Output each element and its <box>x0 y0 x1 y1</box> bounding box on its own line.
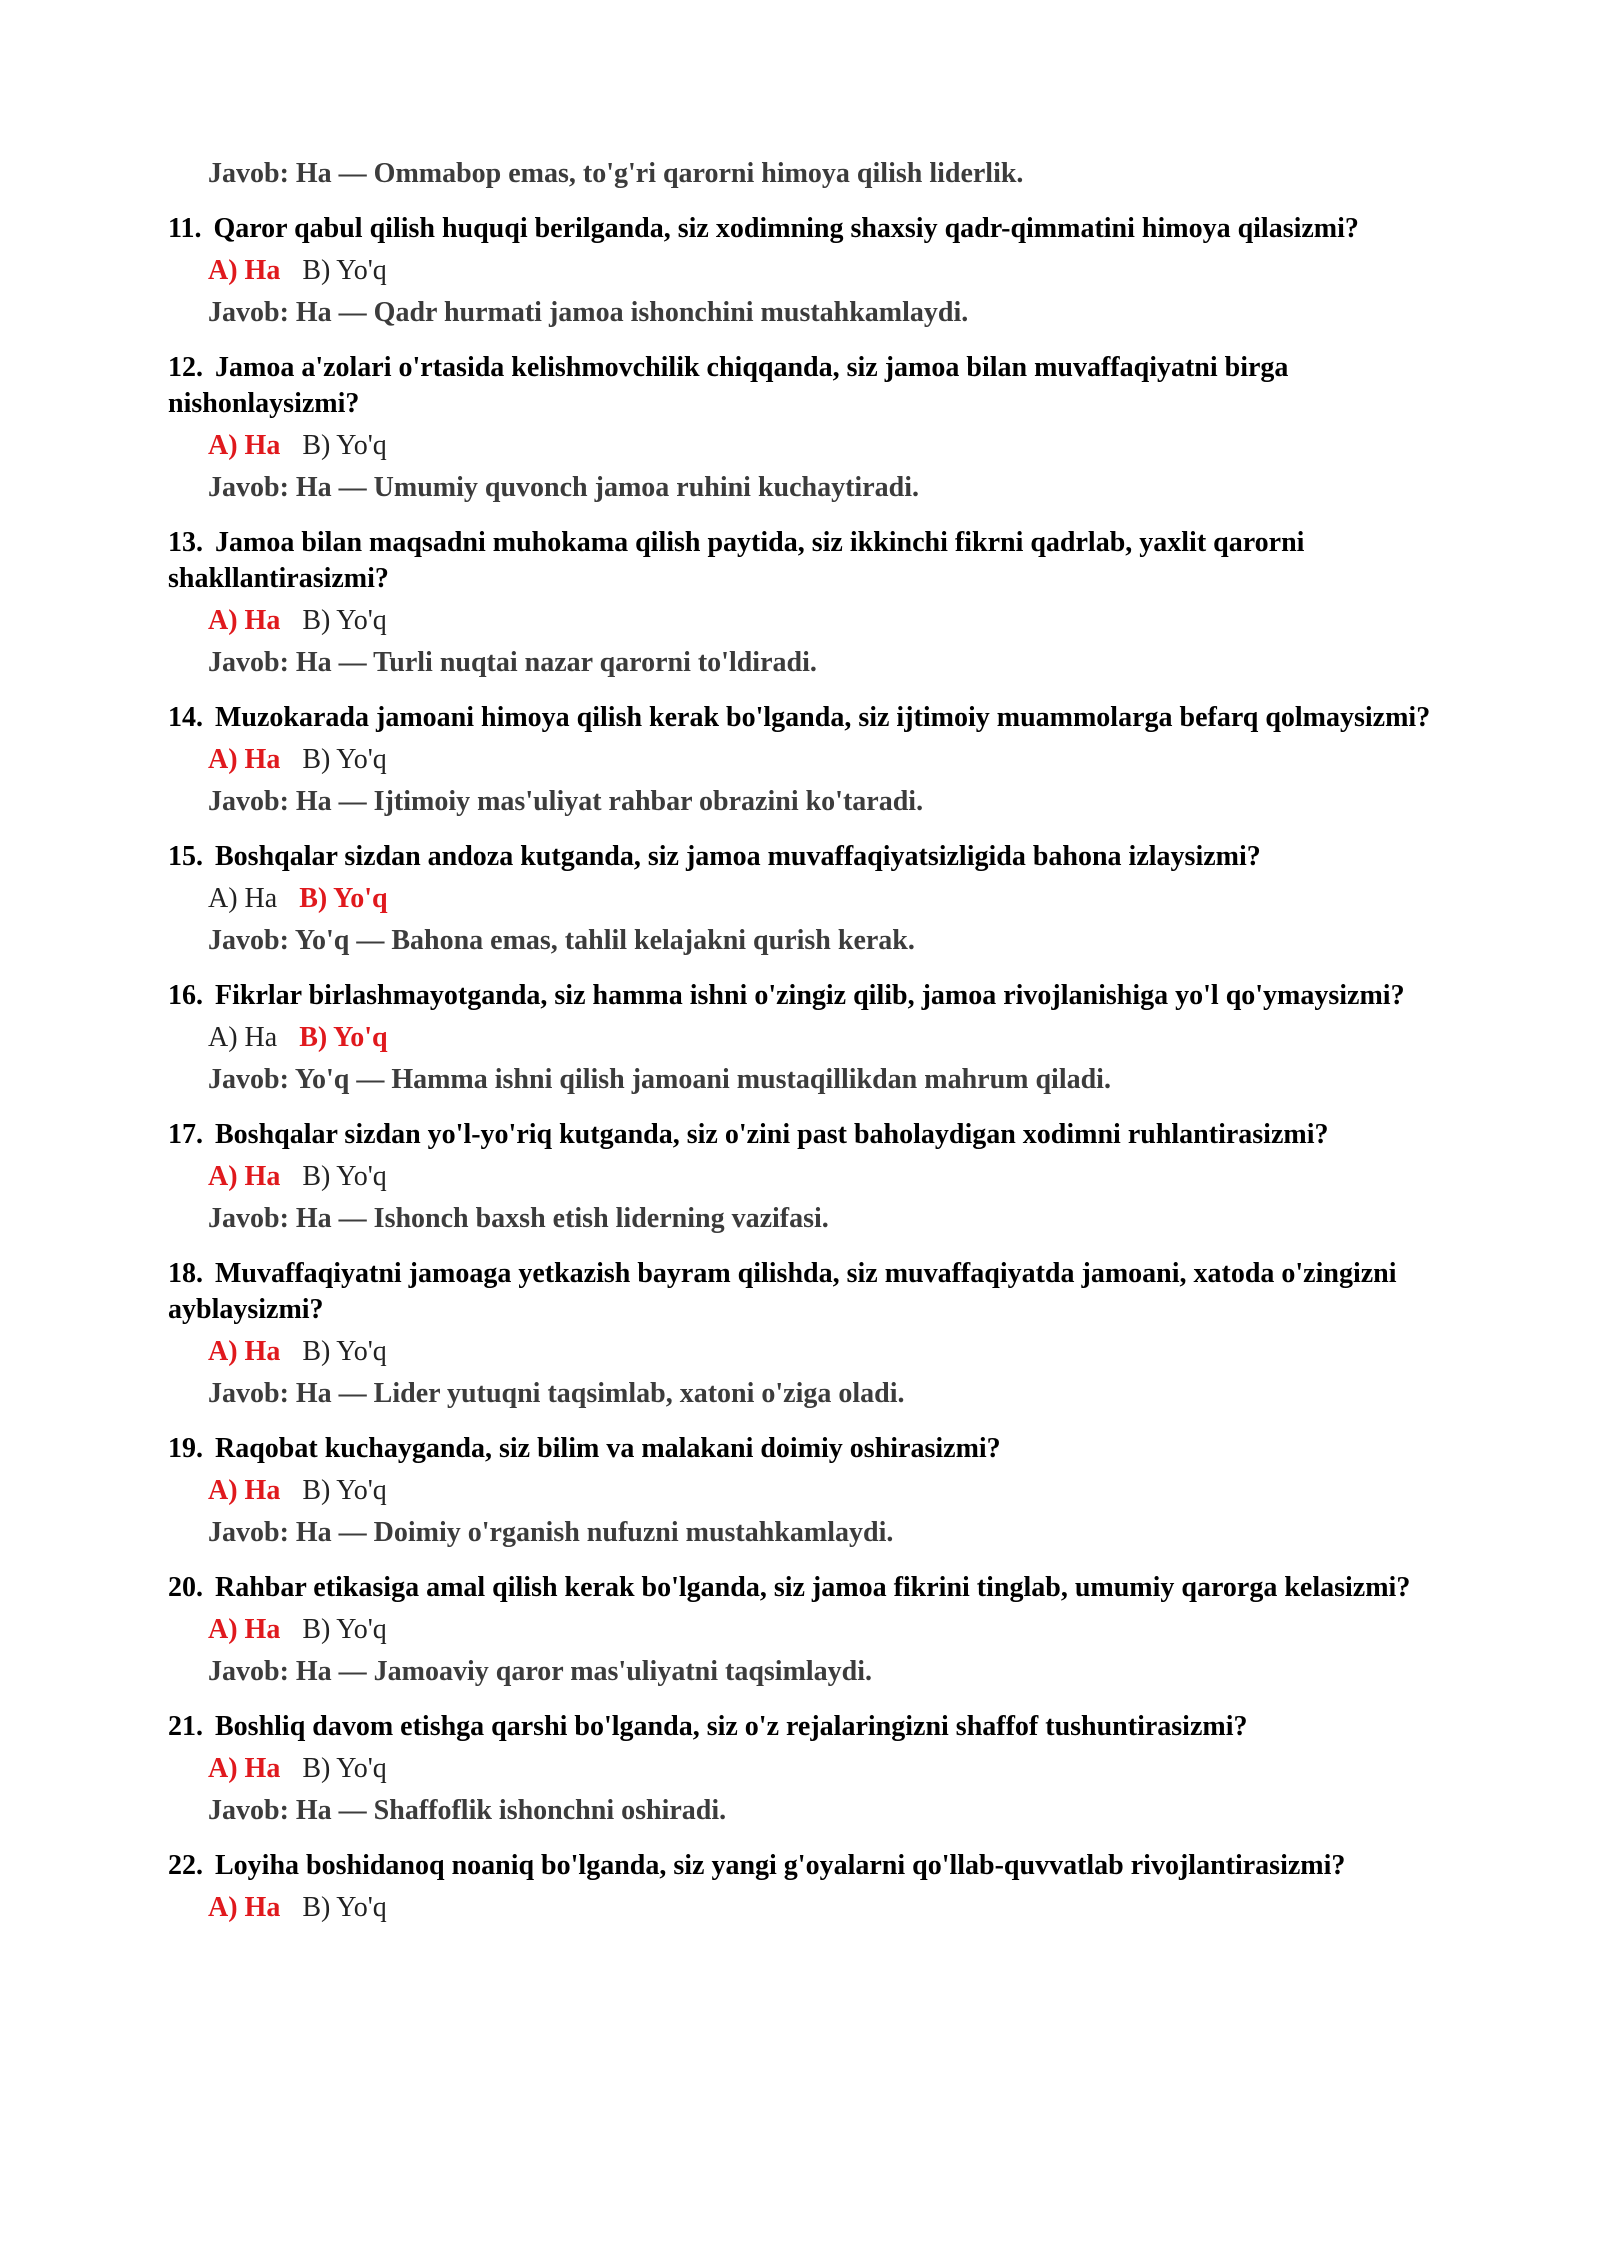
option-b[interactable]: B) Yo'q <box>302 1614 387 1645</box>
answer-explanation: Javob: Ha — Shaffoflik ishonchni oshiradi. <box>208 1795 727 1826</box>
question-text <box>168 525 1458 597</box>
question-number: 19. <box>168 1433 203 1464</box>
answer-options <box>168 253 1458 289</box>
question-number: 13. <box>168 527 203 558</box>
question-text <box>168 211 1458 247</box>
question-label: Boshqalar sizdan andoza kutganda, siz jamoa muvaffaqiyatsizligida bahona izlaysizmi? <box>215 841 1261 872</box>
answer-options <box>168 1020 1458 1056</box>
question-item <box>168 700 1458 820</box>
answer-explanation: Javob: Yo'q — Hamma ishni qilish jamoani mustaqillikdan mahrum qiladi. <box>208 1064 1111 1095</box>
question-text <box>168 1848 1458 1884</box>
answer-options <box>168 1473 1458 1509</box>
option-a[interactable]: A) Ha <box>208 1753 281 1784</box>
option-a[interactable]: A) Ha <box>208 744 281 775</box>
option-a[interactable]: A) Ha <box>208 430 281 461</box>
question-text <box>168 1431 1458 1467</box>
option-b[interactable]: B) Yo'q <box>302 1161 387 1192</box>
question-item <box>168 1431 1458 1551</box>
answer-explanation: Javob: Ha — Ishonch baxsh etish liderning vazifasi. <box>208 1203 829 1234</box>
question-label: Fikrlar birlashmayotganda, siz hamma ishni o'zingiz qilib, jamoa rivojlanishiga yo'l qo'ymaysizmi? <box>215 980 1405 1011</box>
option-b[interactable]: B) Yo'q <box>302 1753 387 1784</box>
answer-explanation: Javob: Ha — Turli nuqtai nazar qarorni to'ldiradi. <box>208 647 817 678</box>
option-b[interactable]: B) Yo'q <box>302 255 387 286</box>
question-number: 17. <box>168 1119 203 1150</box>
option-a[interactable]: A) Ha <box>208 605 281 636</box>
question-number: 16. <box>168 980 203 1011</box>
question-item <box>168 211 1458 331</box>
question-item <box>168 839 1458 959</box>
question-list <box>168 211 1458 1926</box>
question-label: Loyiha boshidanoq noaniq bo'lganda, siz yangi g'oyalarni qo'llab-quvvatlab rivojlantirasizmi? <box>215 1850 1346 1881</box>
answer-options <box>168 742 1458 778</box>
option-a[interactable]: A) Ha <box>208 1022 278 1053</box>
question-text <box>168 350 1458 422</box>
question-label: Rahbar etikasiga amal qilish kerak bo'lganda, siz jamoa fikrini tinglab, umumiy qarorga kelasizmi? <box>215 1572 1411 1603</box>
answer-explanation: Javob: Ha — Jamoaviy qaror mas'uliyatni taqsimlaydi. <box>208 1656 873 1687</box>
question-label: Raqobat kuchayganda, siz bilim va malakani doimiy oshirasizmi? <box>215 1433 1001 1464</box>
question-number: 21. <box>168 1711 203 1742</box>
intro-answer: Javob: Ha — Ommabop emas, to'g'ri qarorni himoya qilish liderlik. <box>208 158 1024 189</box>
answer-options <box>168 428 1458 464</box>
option-b[interactable]: B) Yo'q <box>299 1022 388 1053</box>
answer-explanation: Javob: Ha — Lider yutuqni taqsimlab, xatoni o'ziga oladi. <box>208 1378 905 1409</box>
question-text <box>168 978 1458 1014</box>
question-label: Jamoa bilan maqsadni muhokama qilish paytida, siz ikkinchi fikrni qadrlab, yaxlit qarorni shakllantirasizmi? <box>168 527 1305 594</box>
question-number: 18. <box>168 1258 203 1289</box>
answer-options <box>168 1751 1458 1787</box>
question-label: Muvaffaqiyatni jamoaga yetkazish bayram qilishda, siz muvaffaqiyatda jamoani, xatoda o'zingizni ayblaysizmi? <box>168 1258 1397 1325</box>
question-number: 22. <box>168 1850 203 1881</box>
option-a[interactable]: A) Ha <box>208 255 281 286</box>
option-b[interactable]: B) Yo'q <box>302 1336 387 1367</box>
question-text <box>168 1117 1458 1153</box>
question-number: 20. <box>168 1572 203 1603</box>
option-b[interactable]: B) Yo'q <box>299 883 388 914</box>
option-b[interactable]: B) Yo'q <box>302 1892 387 1923</box>
question-item <box>168 1256 1458 1412</box>
option-b[interactable]: B) Yo'q <box>302 430 387 461</box>
document-page <box>168 150 1458 1926</box>
option-a[interactable]: A) Ha <box>208 1336 281 1367</box>
option-b[interactable]: B) Yo'q <box>302 744 387 775</box>
answer-explanation: Javob: Ha — Umumiy quvonch jamoa ruhini kuchaytiradi. <box>208 472 919 503</box>
option-a[interactable]: A) Ha <box>208 1892 281 1923</box>
question-label: Jamoa a'zolari o'rtasida kelishmovchilik chiqqanda, siz jamoa bilan muvaffaqiyatni birga nishonlaysizmi? <box>168 352 1289 419</box>
question-number: 14. <box>168 702 203 733</box>
question-item <box>168 1117 1458 1237</box>
answer-options <box>168 1612 1458 1648</box>
question-number: 11. <box>168 213 202 244</box>
question-text <box>168 1256 1458 1328</box>
question-text <box>168 1570 1458 1606</box>
question-text <box>168 700 1458 736</box>
option-a[interactable]: A) Ha <box>208 883 278 914</box>
question-label: Muzokarada jamoani himoya qilish kerak bo'lganda, siz ijtimoiy muammolarga befarq qolmaysizmi? <box>215 702 1431 733</box>
option-a[interactable]: A) Ha <box>208 1614 281 1645</box>
answer-explanation: Javob: Ha — Qadr hurmati jamoa ishonchini mustahkamlaydi. <box>208 297 969 328</box>
option-a[interactable]: A) Ha <box>208 1161 281 1192</box>
answer-options <box>168 603 1458 639</box>
answer-explanation: Javob: Ha — Doimiy o'rganish nufuzni mustahkamlaydi. <box>208 1517 894 1548</box>
question-label: Boshliq davom etishga qarshi bo'lganda, siz o'z rejalaringizni shaffof tushuntirasizmi? <box>215 1711 1248 1742</box>
question-item <box>168 350 1458 506</box>
question-item <box>168 1848 1458 1926</box>
answer-options <box>168 1334 1458 1370</box>
question-item <box>168 1570 1458 1690</box>
answer-options <box>168 1890 1458 1926</box>
question-item <box>168 978 1458 1098</box>
question-text <box>168 1709 1458 1745</box>
answer-explanation: Javob: Ha — Ijtimoiy mas'uliyat rahbar obrazini ko'taradi. <box>208 786 924 817</box>
question-text <box>168 839 1458 875</box>
question-label: Boshqalar sizdan yo'l-yo'riq kutganda, siz o'zini past baholaydigan xodimni ruhlantirasizmi? <box>215 1119 1329 1150</box>
question-number: 12. <box>168 352 203 383</box>
question-item <box>168 1709 1458 1829</box>
question-label: Qaror qabul qilish huquqi berilganda, siz xodimning shaxsiy qadr-qimmatini himoya qilasizmi? <box>213 213 1359 244</box>
answer-options <box>168 1159 1458 1195</box>
option-b[interactable]: B) Yo'q <box>302 605 387 636</box>
question-number: 15. <box>168 841 203 872</box>
answer-options <box>168 881 1458 917</box>
question-item <box>168 525 1458 681</box>
answer-explanation: Javob: Yo'q — Bahona emas, tahlil kelajakni qurish kerak. <box>208 925 915 956</box>
option-a[interactable]: A) Ha <box>208 1475 281 1506</box>
option-b[interactable]: B) Yo'q <box>302 1475 387 1506</box>
